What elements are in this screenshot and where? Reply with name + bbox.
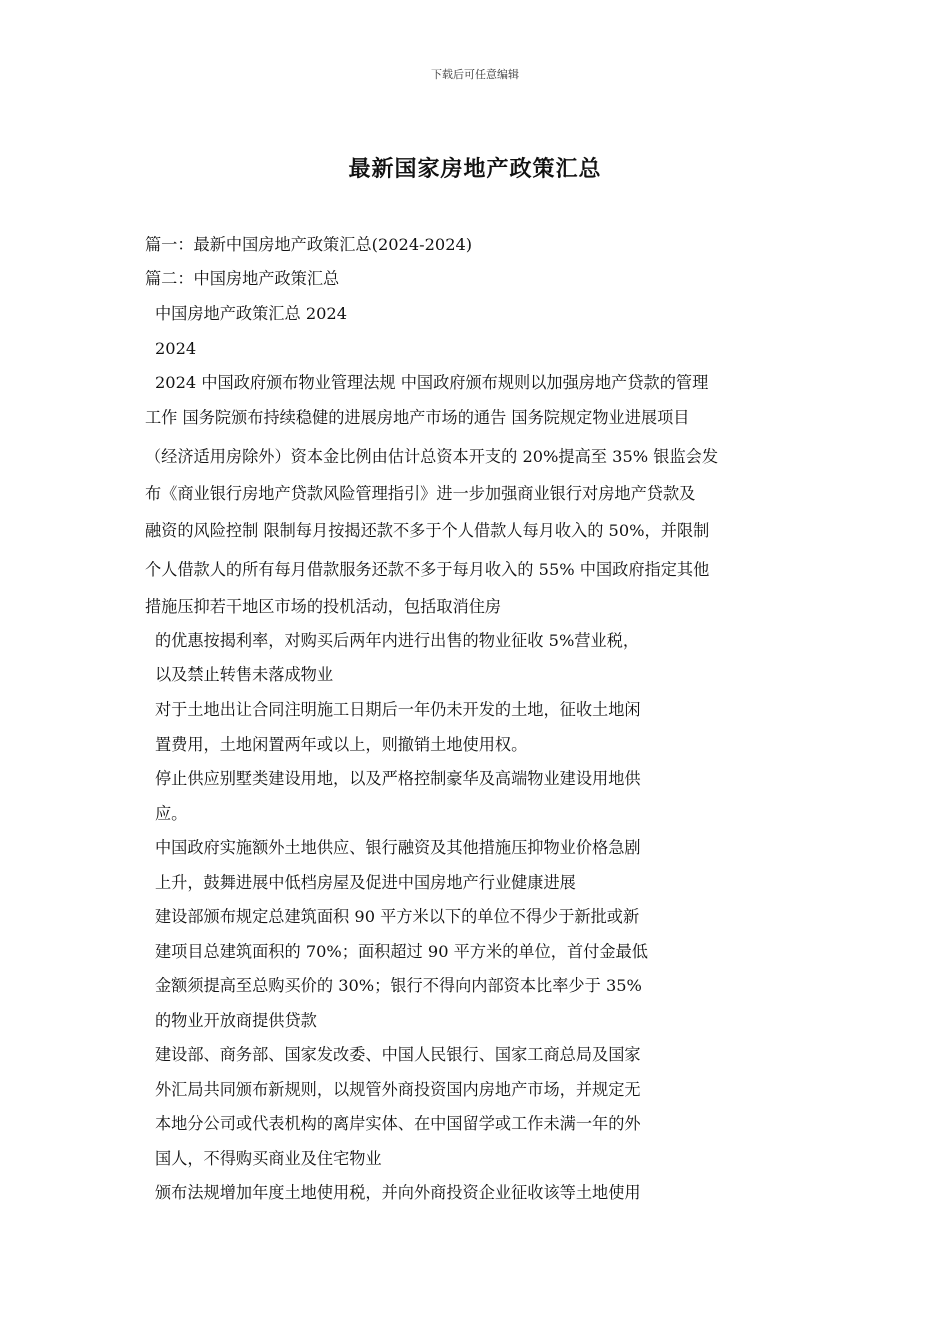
body-line: 对于土地出让合同注明施工日期后一年仍未开发的土地，征收土地闲 (155, 700, 641, 719)
body-line: 外汇局共同颁布新规则，以规管外商投资国内房地产市场，并规定无 (155, 1080, 641, 1099)
body-line: 的优惠按揭利率，对购买后两年内进行出售的物业征收 5%营业税， (155, 631, 640, 650)
body-line: 建项目总建筑面积的 70%；面积超过 90 平方米的单位，首付金最低 (155, 942, 648, 961)
body-line: 建设部、商务部、国家发改委、中国人民银行、国家工商总局及国家 (155, 1045, 641, 1064)
body-line: 中国房地产政策汇总 2024 (155, 304, 348, 323)
body-line: 国人，不得购买商业及住宅物业 (155, 1149, 382, 1168)
body-line: 上升，鼓舞进展中低档房屋及促进中国房地产行业健康进展 (155, 873, 576, 892)
body-line: 本地分公司或代表机构的离岸实体、在中国留学或工作未满一年的外 (155, 1114, 641, 1133)
body-line: 篇一：最新中国房地产政策汇总(2024-2024) (145, 235, 473, 254)
body-line: 的物业开放商提供贷款 (155, 1011, 317, 1030)
body-line: 置费用，土地闲置两年或以上，则撤销土地使用权。 (155, 735, 528, 754)
body-line: 2024 中国政府颁布物业管理法规 中国政府颁布规则以加强房地产贷款的管理 (155, 373, 709, 392)
body-line: 2024 (155, 339, 197, 358)
body-line: 金额须提高至总购买价的 30%；银行不得向内部资本比率少于 35% (155, 976, 642, 995)
body-line: （经济适用房除外）资本金比例由估计总资本开支的 20%提高至 35% 银监会发 (145, 447, 719, 466)
body-line: 融资的风险控制 限制每月按揭还款不多于个人借款人每月收入的 50%，并限制 (145, 521, 710, 540)
header-note: 下载后可任意编辑 (431, 68, 519, 81)
body-line: 建设部颁布规定总建筑面积 90 平方米以下的单位不得少于新批或新 (155, 907, 640, 926)
body-line: 措施压抑若干地区市场的投机活动，包括取消住房 (145, 597, 502, 616)
body-line: 个人借款人的所有每月借款服务还款不多于每月收入的 55% 中国政府指定其他 (145, 560, 710, 579)
document-title: 最新国家房地产政策汇总 (348, 156, 602, 182)
body-line: 以及禁止转售未落成物业 (155, 665, 334, 684)
body-line: 停止供应别墅类建设用地，以及严格控制豪华及高端物业建设用地供 (155, 769, 641, 788)
body-line: 应。 (155, 804, 188, 823)
body-line: 颁布法规增加年度土地使用税，并向外商投资企业征收该等土地使用 (155, 1183, 641, 1202)
body-line: 布《商业银行房地产贷款风险管理指引》进一步加强商业银行对房地产贷款及 (145, 484, 696, 503)
body-line: 中国政府实施额外土地供应、银行融资及其他措施压抑物业价格急剧 (155, 838, 641, 857)
body-line: 篇二：中国房地产政策汇总 (145, 269, 340, 288)
body-line: 工作 国务院颁布持续稳健的进展房地产市场的通告 国务院规定物业进展项目 (145, 408, 690, 427)
